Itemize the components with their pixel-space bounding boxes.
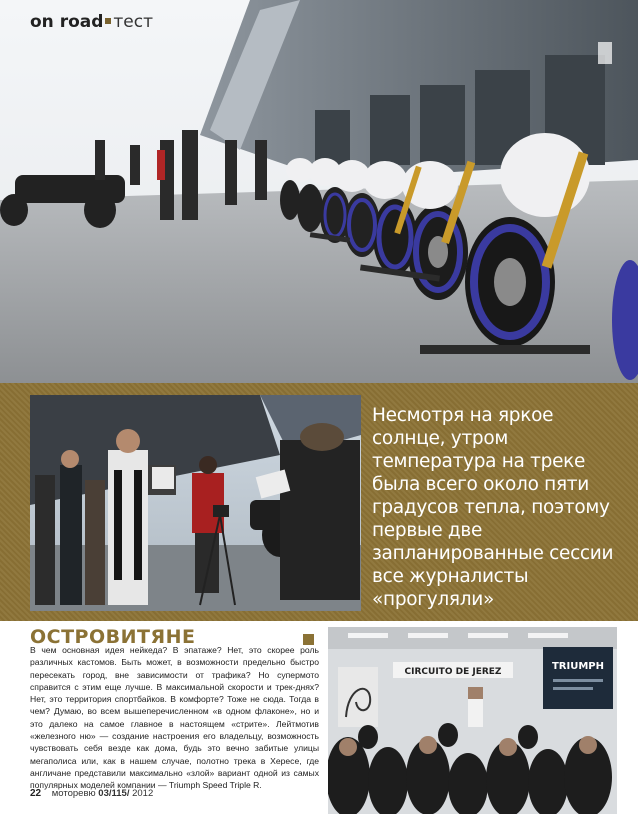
triumph-sign-text: TRIUMPH	[551, 661, 605, 672]
article-title: ОСТРОВИТЯНЕ	[30, 626, 196, 648]
photo-briefing-outdoor	[30, 395, 361, 611]
section-tag-bold: on road	[30, 12, 104, 32]
section-separator-square	[105, 18, 111, 24]
circuit-sign-text: CIRCUITO DE JEREZ	[404, 667, 502, 677]
issue-number: 03/115/	[98, 788, 130, 799]
page-number: 22	[30, 788, 42, 799]
section-tag	[30, 12, 153, 32]
pull-quote: Несмотря на яркое солнце, утром температура на треке была всего около пяти градусов тепла, поэтому первые две запланированные сессии все журналисты «прогуляли»	[372, 405, 614, 610]
page-footer	[30, 788, 153, 799]
article-body: В чем основная идея нейкеда? В эпатаже? Нет, это скорее роль различных кастомов. Быть может, в возможности предельно быстро пересекать город, вне зависимости от трафика? Но супермото справится с этим еще лучше. В максимальной скорости и трек-днях? Нет, это территория спортбайков. В комфорте? Тоже не сюда. Тогда в чем? Думаю, во всем вышеперечисленном «в одном флаконе», но и это далеко на самое главное в настоящем «стрите». Лейтмотив «железного ню» — создание настроения его владельцу, возможность чувствовать себя везде как дома, будь это вечно забитые улицы мегаполиса или, как в нашем случае, полотно трека в Хересе, где англичане представили максимально «злой» вариант одной из самых популярных моделей компании — Triumph Speed Triple R.	[30, 645, 319, 791]
hero-photo-pitlane	[0, 0, 638, 383]
magazine-name: моторевю	[51, 788, 96, 799]
photo-press-conference	[328, 627, 617, 814]
issue-year: 2012	[132, 788, 154, 799]
section-tag-light: тест	[113, 12, 154, 32]
